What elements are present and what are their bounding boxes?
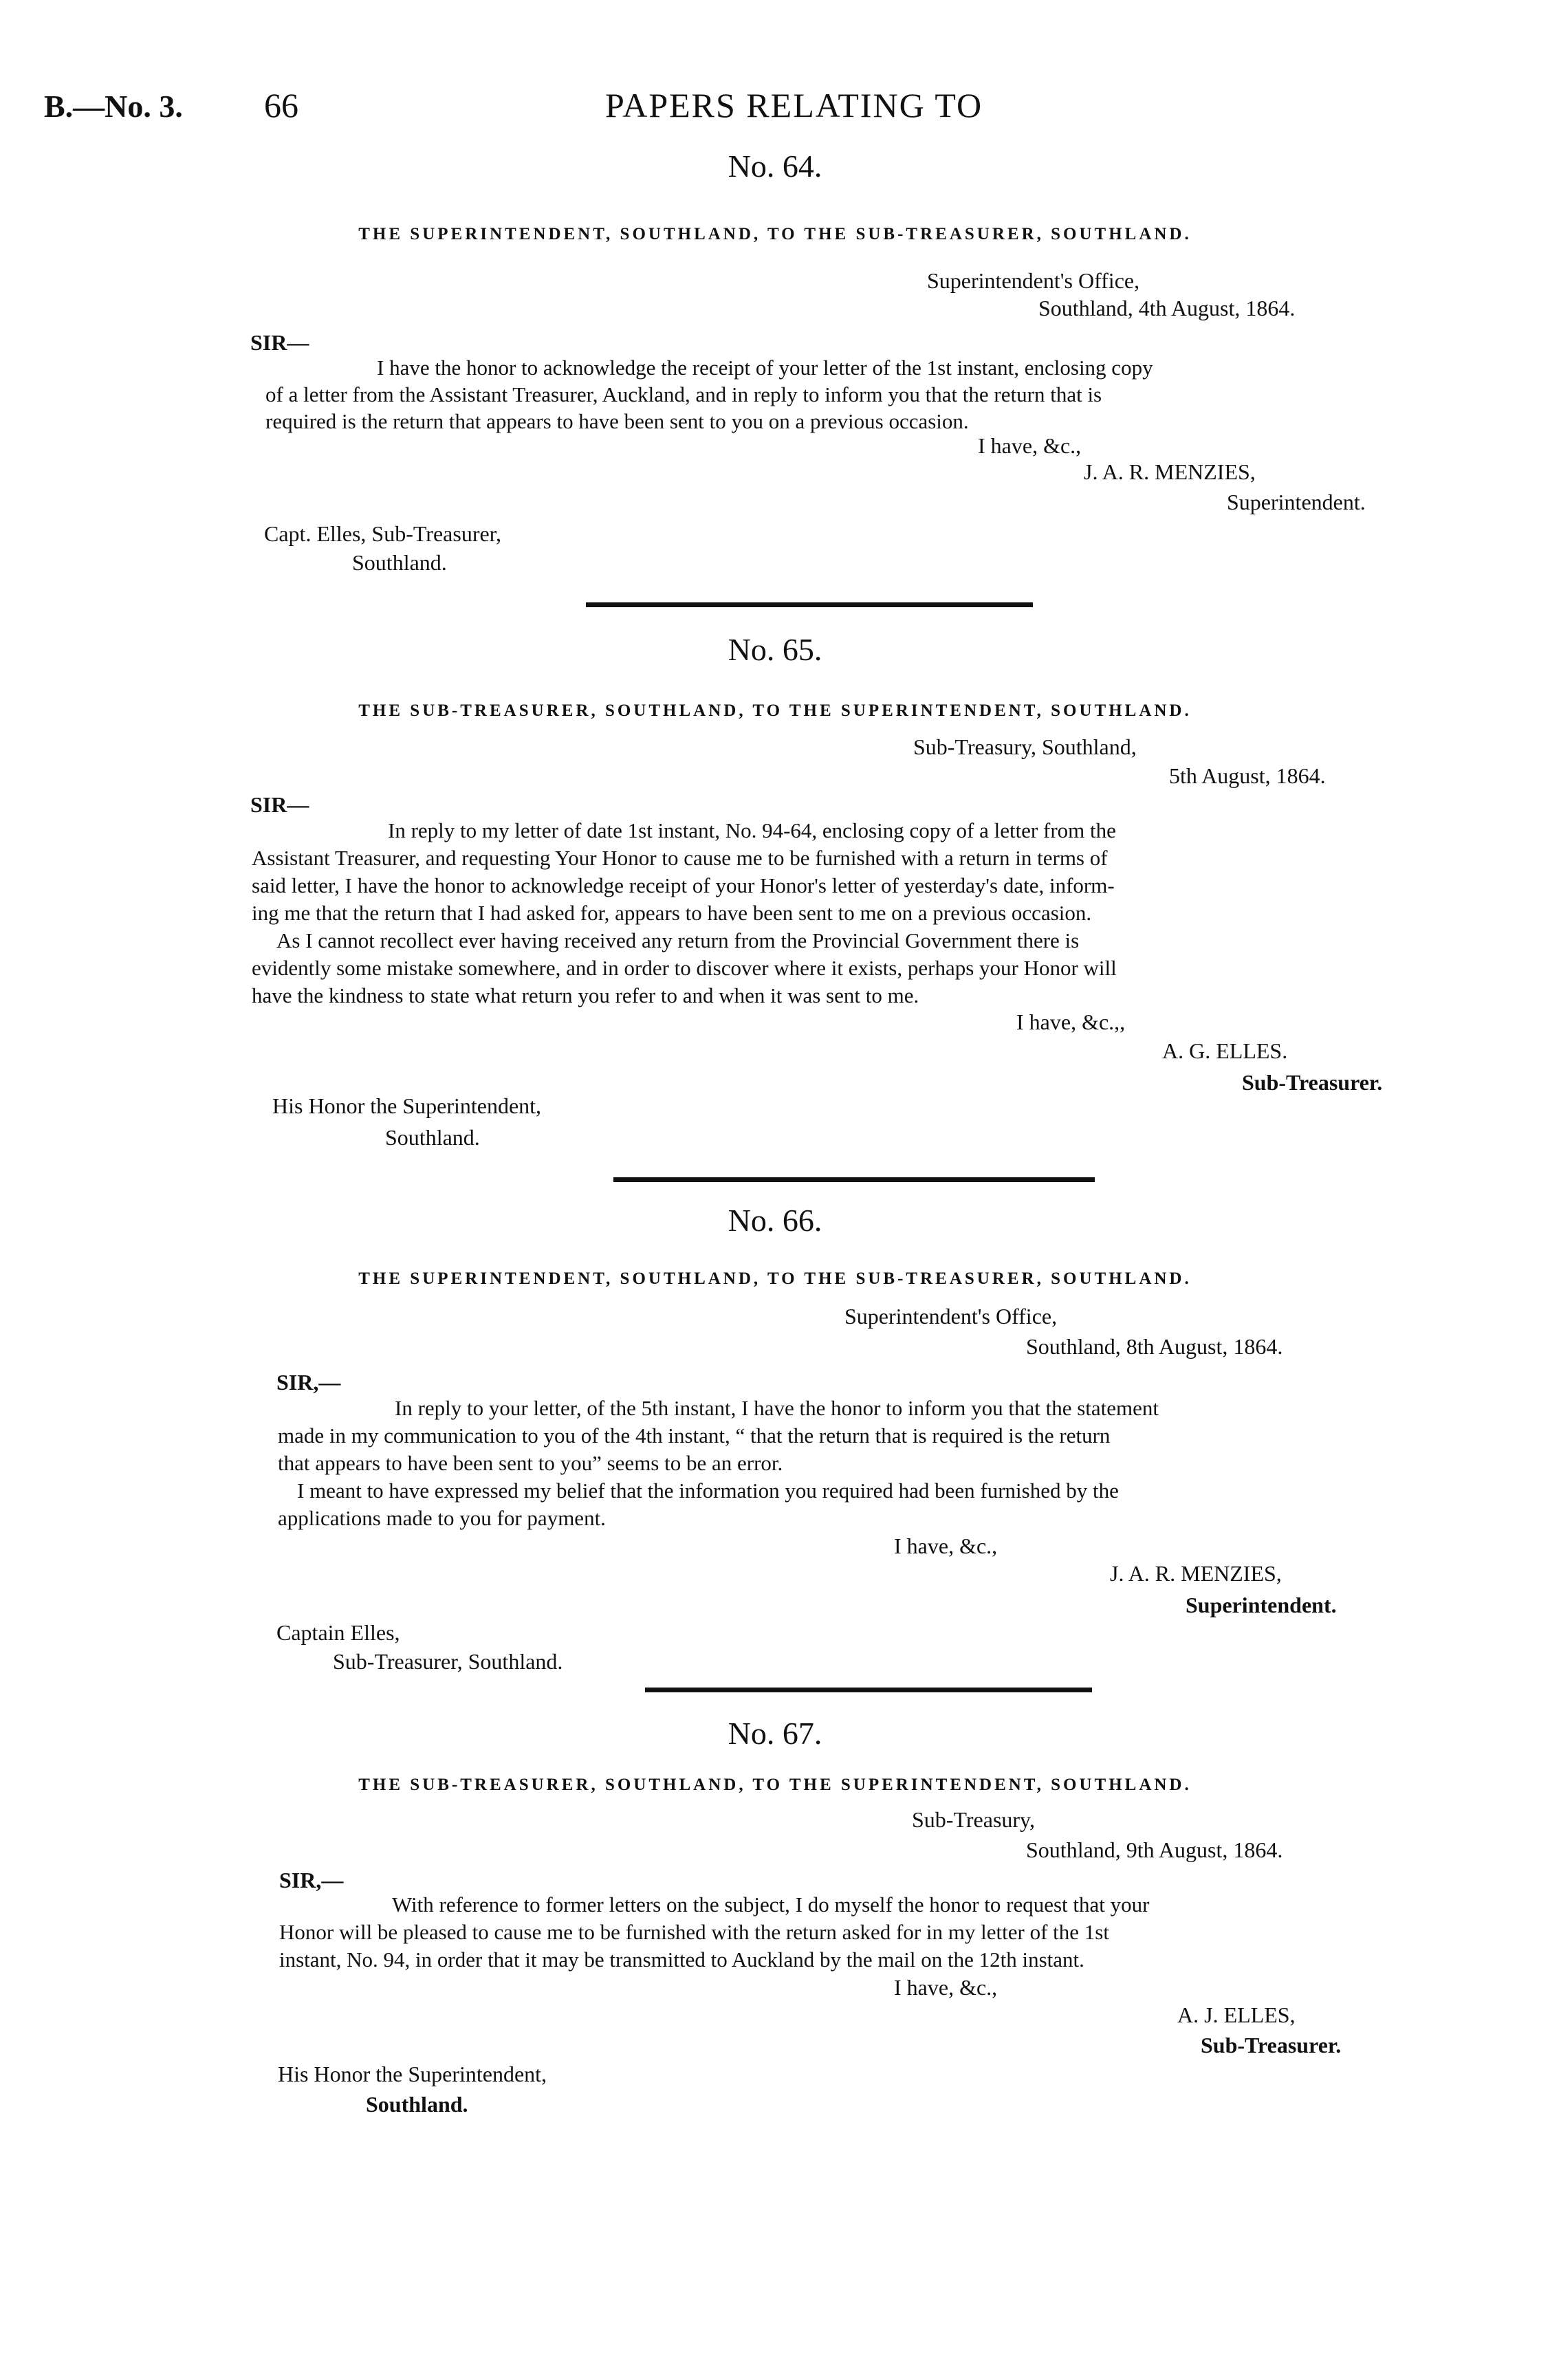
closing: I have, &c., bbox=[894, 1975, 998, 2000]
page-number: 66 bbox=[264, 86, 298, 124]
letter-heading: THE SUPERINTENDENT, SOUTHLAND, TO THE SUB-TREASURER, SOUTHLAND. bbox=[358, 1269, 1192, 1288]
salutation: SIR,— bbox=[276, 1370, 341, 1395]
addressee-line: His Honor the Superintendent, bbox=[272, 1093, 542, 1118]
letter-place: Sub-Treasury, bbox=[912, 1807, 1035, 1832]
divider-rule bbox=[613, 1177, 1095, 1182]
letter-number: No. 64. bbox=[728, 149, 822, 184]
signature: J. A. R. MENZIES, bbox=[1110, 1561, 1282, 1586]
letter-date: Southland, 9th August, 1864. bbox=[1026, 1837, 1283, 1862]
signatory-title: Superintendent. bbox=[1186, 1593, 1337, 1617]
salutation: SIR— bbox=[250, 330, 309, 355]
signatory-title: Sub-Treasurer. bbox=[1242, 1070, 1383, 1095]
addressee-line: Southland. bbox=[366, 2092, 468, 2117]
closing: I have, &c., bbox=[894, 1533, 998, 1558]
body-line: In reply to your letter, of the 5th instant, I have the honor to inform you that the statement bbox=[395, 1396, 1159, 1420]
letter-date: Southland, 8th August, 1864. bbox=[1026, 1334, 1283, 1359]
letter-place: Superintendent's Office, bbox=[927, 268, 1140, 293]
divider-rule bbox=[645, 1688, 1092, 1692]
body-line: In reply to my letter of date 1st instant, No. 94-64, enclosing copy of a letter from the bbox=[388, 818, 1116, 842]
body-line: have the kindness to state what return you refer to and when it was sent to me. bbox=[252, 983, 919, 1007]
letter-date: Southland, 4th August, 1864. bbox=[1038, 296, 1296, 320]
signatory-title: Sub-Treasurer. bbox=[1201, 2033, 1342, 2057]
body-line: evidently some mistake somewhere, and in order to discover where it exists, perhaps your Honor will bbox=[252, 956, 1117, 980]
signature: J. A. R. MENZIES, bbox=[1084, 459, 1256, 484]
letter-place: Sub-Treasury, Southland, bbox=[913, 734, 1137, 759]
addressee-line: Sub-Treasurer, Southland. bbox=[333, 1649, 563, 1674]
body-line: I have the honor to acknowledge the receipt of your letter of the 1st instant, enclosing copy bbox=[377, 356, 1153, 380]
body-line: applications made to you for payment. bbox=[278, 1506, 606, 1530]
body-line: of a letter from the Assistant Treasurer, Auckland, and in reply to inform you that the return that is bbox=[265, 382, 1102, 406]
body-line: required is the return that appears to have been sent to you on a previous occasion. bbox=[265, 409, 969, 433]
body-line: Assistant Treasurer, and requesting Your Honor to cause me to be furnished with a return in terms of bbox=[252, 846, 1108, 870]
body-line: With reference to former letters on the subject, I do myself the honor to request that your bbox=[392, 1892, 1150, 1917]
letter-place: Superintendent's Office, bbox=[844, 1304, 1058, 1329]
body-line: As I cannot recollect ever having received any return from the Provincial Government there is bbox=[276, 928, 1080, 952]
body-line: ing me that the return that I had asked for, appears to have been sent to me on a previous occasion. bbox=[252, 901, 1092, 925]
addressee-line: Captain Elles, bbox=[276, 1620, 400, 1645]
salutation: SIR,— bbox=[279, 1868, 344, 1892]
closing: I have, &c., bbox=[978, 433, 1082, 458]
body-line: instant, No. 94, in order that it may be transmitted to Auckland by the mail on the 12th instant. bbox=[279, 1947, 1084, 1972]
salutation: SIR— bbox=[250, 792, 309, 817]
body-line: that appears to have been sent to you” seems to be an error. bbox=[278, 1451, 783, 1475]
signature: A. G. ELLES. bbox=[1162, 1038, 1288, 1063]
letter-heading: THE SUPERINTENDENT, SOUTHLAND, TO THE SUB-TREASURER, SOUTHLAND. bbox=[358, 225, 1192, 243]
body-line: Honor will be pleased to cause me to be furnished with the return asked for in my letter of the 1st bbox=[279, 1920, 1109, 1944]
letter-number: No. 67. bbox=[728, 1716, 822, 1751]
signature: A. J. ELLES, bbox=[1177, 2002, 1296, 2027]
signatory-title: Superintendent. bbox=[1227, 490, 1366, 514]
addressee-line: His Honor the Superintendent, bbox=[278, 2062, 547, 2086]
running-title: PAPERS RELATING TO bbox=[605, 86, 983, 124]
body-line: said letter, I have the honor to acknowledge receipt of your Honor's letter of yesterday's date, inform- bbox=[252, 873, 1115, 897]
letter-number: No. 66. bbox=[728, 1203, 822, 1238]
addressee-line: Capt. Elles, Sub-Treasurer, bbox=[264, 521, 502, 546]
body-line: made in my communication to you of the 4th instant, “ that the return that is required is the return bbox=[278, 1423, 1111, 1448]
series-label: B.—No. 3. bbox=[44, 89, 183, 124]
letter-heading: THE SUB-TREASURER, SOUTHLAND, TO THE SUPERINTENDENT, SOUTHLAND. bbox=[358, 701, 1192, 720]
letter-date: 5th August, 1864. bbox=[1169, 763, 1326, 788]
divider-rule bbox=[586, 602, 1033, 607]
addressee-line: Southland. bbox=[385, 1125, 480, 1150]
body-line: I meant to have expressed my belief that the information you required had been furnished by the bbox=[297, 1478, 1119, 1503]
letter-number: No. 65. bbox=[728, 632, 822, 667]
letter-heading: THE SUB-TREASURER, SOUTHLAND, TO THE SUPERINTENDENT, SOUTHLAND. bbox=[358, 1776, 1192, 1794]
addressee-line: Southland. bbox=[352, 550, 447, 575]
closing: I have, &c.,, bbox=[1016, 1009, 1126, 1034]
